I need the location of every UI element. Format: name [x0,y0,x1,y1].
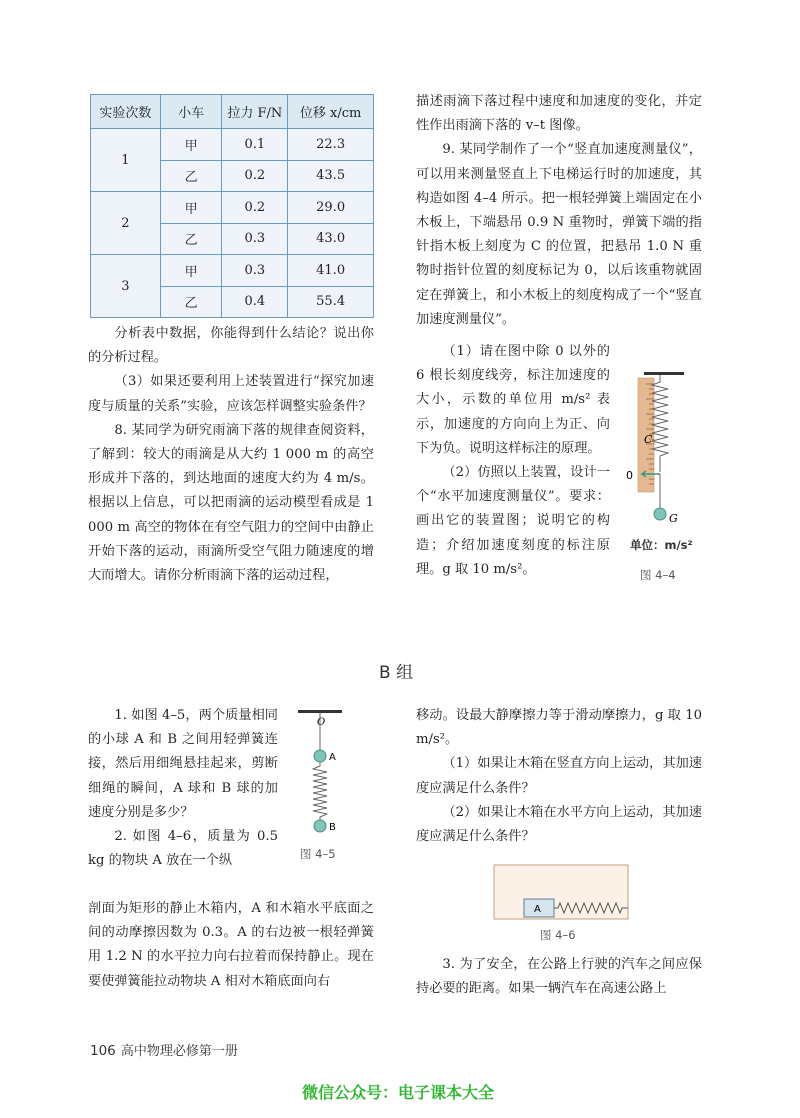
b-question-2-rest: 剖面为矩形的静止木箱内，A 和木箱水平底面之间的动摩擦因数为 0.3。A 的右边被一根轻弹簧用 1.2 N 的水平拉力向右拉着而保持静止。现在要使弹簧能拉动物块 A 相对木箱底面向右 [88,901,374,989]
right-top-subquestions [416,340,610,582]
b-question-3: 3. 为了安全，在公路上行驶的汽车之间应保持必要的距离。如果一辆汽车在高速公路上 [416,957,702,997]
label-g: G [669,512,678,525]
disp-cell: 22.3 [288,129,374,161]
page-footer [90,1040,238,1059]
trial-cell: 1 [91,129,161,192]
table-header-row [91,95,374,129]
label-o: O [317,717,326,728]
force-cell: 0.3 [222,255,288,287]
label-zero: 0 [626,469,633,482]
weight-ball [654,508,666,520]
figure-4-4 [612,370,708,530]
disp-cell: 29.0 [288,192,374,224]
label-c: C [644,433,653,446]
b-question-2-continued: 移动。设最大静摩擦力等于滑动摩擦力，g 取 10 m/s²。 [416,708,702,748]
car-cell: 甲 [160,129,222,161]
b-question-2-part-1: （1）如果让木箱在竖直方向上运动，其加速度应满足什么条件？ [416,756,702,796]
section-b-heading: B 组 [379,663,414,683]
car-cell: 甲 [160,255,222,287]
table-header-cell: 实验次数 [91,95,161,129]
analysis-question: 分析表中数据，你能得到什么结论？说出你的分析过程。 [88,326,374,366]
car-cell: 乙 [160,223,222,255]
b-question-2-part-2: （2）如果让木箱在水平方向上运动，其加速度应满足什么条件？ [416,804,702,845]
car-cell: 甲 [160,192,222,224]
car-cell: 乙 [160,160,222,192]
label-a: A [534,904,541,915]
right-top-column [416,90,702,332]
spring [313,762,327,820]
fig45-caption: 图 4–5 [300,847,336,861]
force-cell: 0.1 [222,129,288,161]
ceiling-bar [298,710,342,713]
disp-cell: 41.0 [288,255,374,287]
right-bottom-column [416,704,702,849]
left-bottom-rest [88,897,374,994]
trial-cell: 3 [91,255,161,318]
right-bottom-q3 [416,953,702,1001]
ball-b [314,820,326,832]
car-cell: 乙 [160,286,222,318]
question-8: 8. 某同学为研究雨滴下落的规律查阅资料，了解到：较大的雨滴是从大约 1 000 m 的高空形成并下落的，到达地面的速度大约为 4 m/s。根据以上信息，可以把雨滴的运动模型看成是 1 000 m 高空的物体在有空气阻力的空间中由静止开始下落的运动，雨滴所受空气阻力随速度的增大而增大。请你分析雨滴下落的运动过程， [88,422,374,584]
figure-4-5 [288,708,368,838]
label-a: A [329,752,336,763]
table-header-cell: 小车 [160,95,222,129]
label-b: B [329,822,336,833]
question-9-2: （2）仿照以上装置，设计一个“水平加速度测量仪”。要求：画出它的装置图；说明它的构造；介绍加速度刻度的标注原理。g 取 10 m/s²。 [416,465,610,577]
question-3: （3）如果还要利用上述装置进行“探究加速度与质量的关系”实验，应该怎样调整实验条件？ [88,374,374,414]
disp-cell: 43.5 [288,160,374,192]
table-row [91,255,374,287]
fig44-caption: 图 4–4 [640,568,676,582]
force-cell: 0.3 [222,223,288,255]
wechat-banner: 微信公众号：电子课本大全 [302,1083,495,1102]
wooden-box [494,865,628,919]
data-table [90,94,374,318]
disp-cell: 43.0 [288,223,374,255]
b-question-2-start: 2. 如图 4–6，质量为 0.5 kg 的物块 A 放在一个纵 [88,829,278,869]
question-9-1: （1）请在图中除 0 以外的 6 根长刻度线旁，标注加速度的大小，示数的单位用 m/s² 表示，加速度的方向向上为正、向下为负。说明这样标注的原理。 [416,344,610,456]
fig44-unit: 单位：m/s² [630,538,693,552]
table-header-cell: 拉力 F/N [222,95,288,129]
force-cell: 0.2 [222,160,288,192]
page-number: 106 [90,1043,116,1059]
table-row [91,129,374,161]
question-8-continued: 描述雨滴下落过程中速度和加速度的变化，并定性作出雨滴下落的 v–t 图像。 [416,94,702,134]
ball-a [314,750,326,762]
table-header-cell: 位移 x/cm [288,95,374,129]
book-title: 高中物理必修第一册 [120,1044,238,1059]
force-cell: 0.4 [222,286,288,318]
force-cell: 0.2 [222,192,288,224]
b-question-1: 1. 如图 4–5，两个质量相同的小球 A 和 B 之间用轻弹簧连接，然后用细绳悬挂起来，剪断细绳的瞬间，A 球和 B 球的加速度分别是多少？ [88,708,278,820]
trial-cell: 2 [91,192,161,255]
disp-cell: 55.4 [288,286,374,318]
figure-4-6 [492,863,632,923]
support-bar [644,372,684,375]
left-bottom-column [88,704,278,873]
table-row [91,192,374,224]
question-9: 9. 某同学制作了一个“竖直加速度测量仪”，可以用来测量竖直上下电梯运行时的加速度，其构造如图 4–4 所示。把一根轻弹簧上端固定在小木板上，下端悬吊 0.9 N 重物时，弹簧下端的指针指木板上刻度为 C 的位置，把悬吊 1.0 N 重物时指针位置的刻度标记为 0，以后该重物就固定在弹簧上，和小木板上的刻度构成了一个“竖直加速度测量仪”。 [416,142,702,327]
fig46-caption: 图 4–6 [540,928,576,942]
spring [652,375,668,472]
left-top-column [88,322,374,588]
